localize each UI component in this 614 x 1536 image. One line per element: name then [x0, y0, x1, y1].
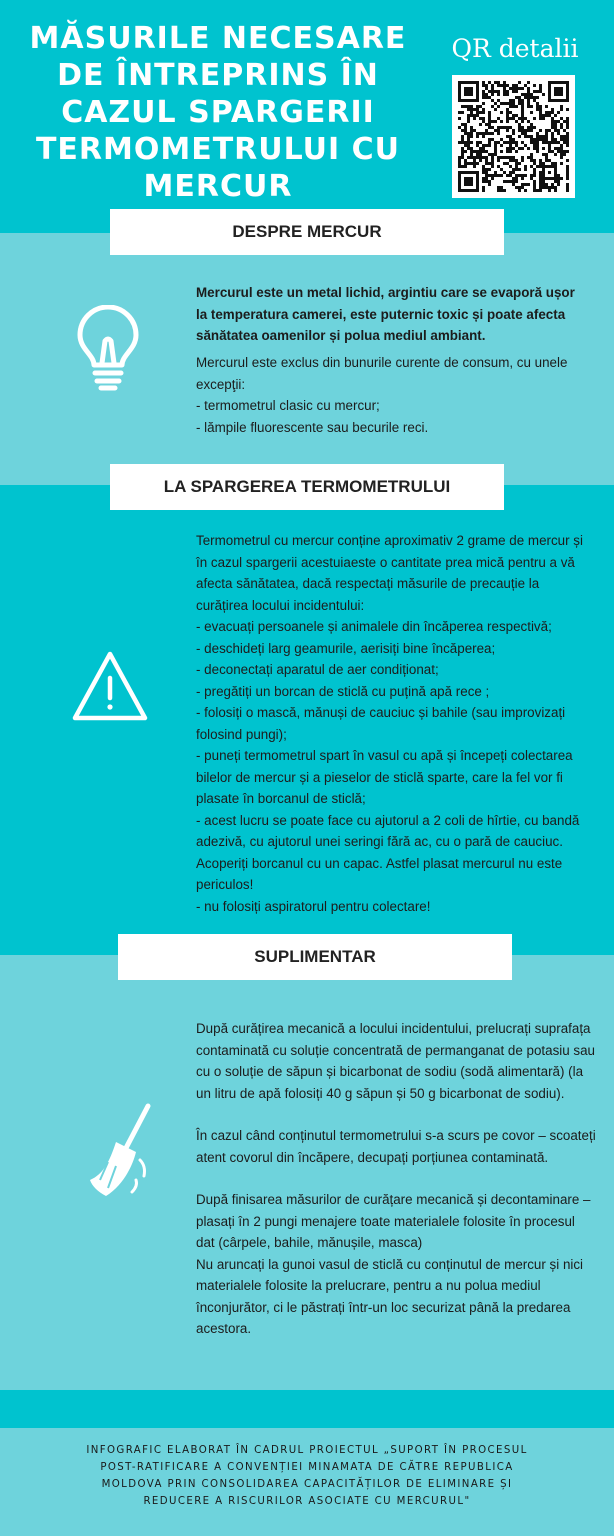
footer-credit: INFOGRAFIC ELABORAT ÎN CADRUL PROIECTUL „SUPORT ÎN PROCESUL POST-RATIFICARE A CONVENȚIEI MINAMATA DE CĂTRE REPUBLICA MOLDOVA PRIN CONSOLIDAREA CAPACITĂȚILOR DE ELIMINARE ȘI REDUCERE A RISCURILOR ASOCIATE CU MERCURUL"	[86, 1445, 528, 1507]
list-item: - termometrul clasic cu mercur;	[196, 398, 380, 413]
section-heading-suplimentar: SUPLIMENTAR	[118, 934, 512, 980]
list-item: - deconectați aparatul de aer condiționat;	[196, 662, 439, 677]
qr-code-icon	[458, 81, 569, 192]
divider-band	[0, 1390, 614, 1428]
suplimentar-paragraph: După curățirea mecanică a locului incidentului, prelucrați suprafața contaminată cu soluție concentrată de permanganat de potasiu sau cu o soluție de săpun și bicarbonat de sodiu (sodă alimentară) (la un litru de apă folosiți 40 g săpun și 50 g bicarbonat de sodiu).	[196, 1021, 596, 1101]
despre-mercur-body	[196, 352, 576, 438]
section-heading-despre-mercur: DESPRE MERCUR	[110, 209, 504, 255]
spargere-intro: Termometrul cu mercur conține aproximativ 2 grame de mercur și în cazul spargerii acestuiaeste o cantitate prea mică pentru a vă afecta sănătatea, dacă respectați măsurile de precauție la curățirea locului incidentului:	[196, 533, 583, 613]
despre-mercur-intro: Mercurul este un metal lichid, argintiu care se evaporă ușor la temperatura camerei, este puternic toxic și poate afecta sănătatea oamenilor și polua mediul ambiant.	[196, 285, 575, 343]
page-title: MĂSURILE NECESARE DE ÎNTREPRINS ÎN CAZUL SPARGERII TERMOMETRULUI CU MERCUR	[29, 21, 407, 204]
qr-label: QR detalii	[451, 34, 579, 63]
lightbulb-icon	[72, 305, 144, 395]
list-item: - acest lucru se poate face cu ajutorul a 2 coli de hîrtie, cu bandă adezivă, cu ajutorul unei seringi fără ac, cu o pară de cauciuc. Acoperiți borcanul cu un capac. Astfel plasat mercurul nu este periculos!	[196, 812, 580, 892]
section-heading-spargere: LA SPARGEREA TERMOMETRULUI	[110, 464, 504, 510]
suplimentar-paragraph: După finisarea măsurilor de curățare mecanică și decontaminare – plasați în 2 pungi menajere toate materialele folosite în procesul dat (cârpele, bahile, mănușile, masca)	[196, 1192, 591, 1250]
suplimentar-paragraph: Nu aruncați la gunoi vasul de sticlă cu conținutul de mercur și nici materialele folosite la prelucrare, pentru a nu polua mediul înconjurător, ci le păstrați într-un loc securizat până la predarea acestora.	[196, 1256, 584, 1336]
list-item: - deschideți larg geamurile, aerisiți bine încăperea;	[196, 640, 496, 656]
spargere-body	[196, 530, 591, 917]
list-item: - nu folosiți aspiratorul pentru colectare!	[196, 898, 431, 914]
list-item: - lămpile fluorescente sau becurile reci.	[196, 419, 429, 435]
despre-mercur-text: Mercurul este exclus din bunurile curente de consum, cu unele excepţii:	[196, 355, 568, 392]
qr-code[interactable]	[452, 75, 575, 198]
list-item: - folosiți o mască, mănuși de cauciuc și bahile (sau improvizați folosind pungi);	[196, 705, 566, 742]
suplimentar-paragraph: În cazul când conținutul termometrului s-a scurs pe covor – scoateți atent covorul din încăpere, decupați porțiunea contaminată.	[196, 1128, 596, 1165]
suplimentar-body	[196, 1018, 596, 1340]
list-item: - pregătiți un borcan de sticlă cu puțină apă rece ;	[196, 683, 490, 699]
broom-icon	[86, 1100, 158, 1200]
list-item: - evacuați persoanele și animalele din încăperea respectivă;	[196, 619, 552, 634]
list-item: - puneți termometrul spart în vasul cu apă și începeți colectarea bilelor de mercur și a pieselor de sticlă sparte, care la fel vor fi plasate în borcanul de sticlă;	[196, 748, 573, 806]
warning-icon	[70, 648, 150, 724]
